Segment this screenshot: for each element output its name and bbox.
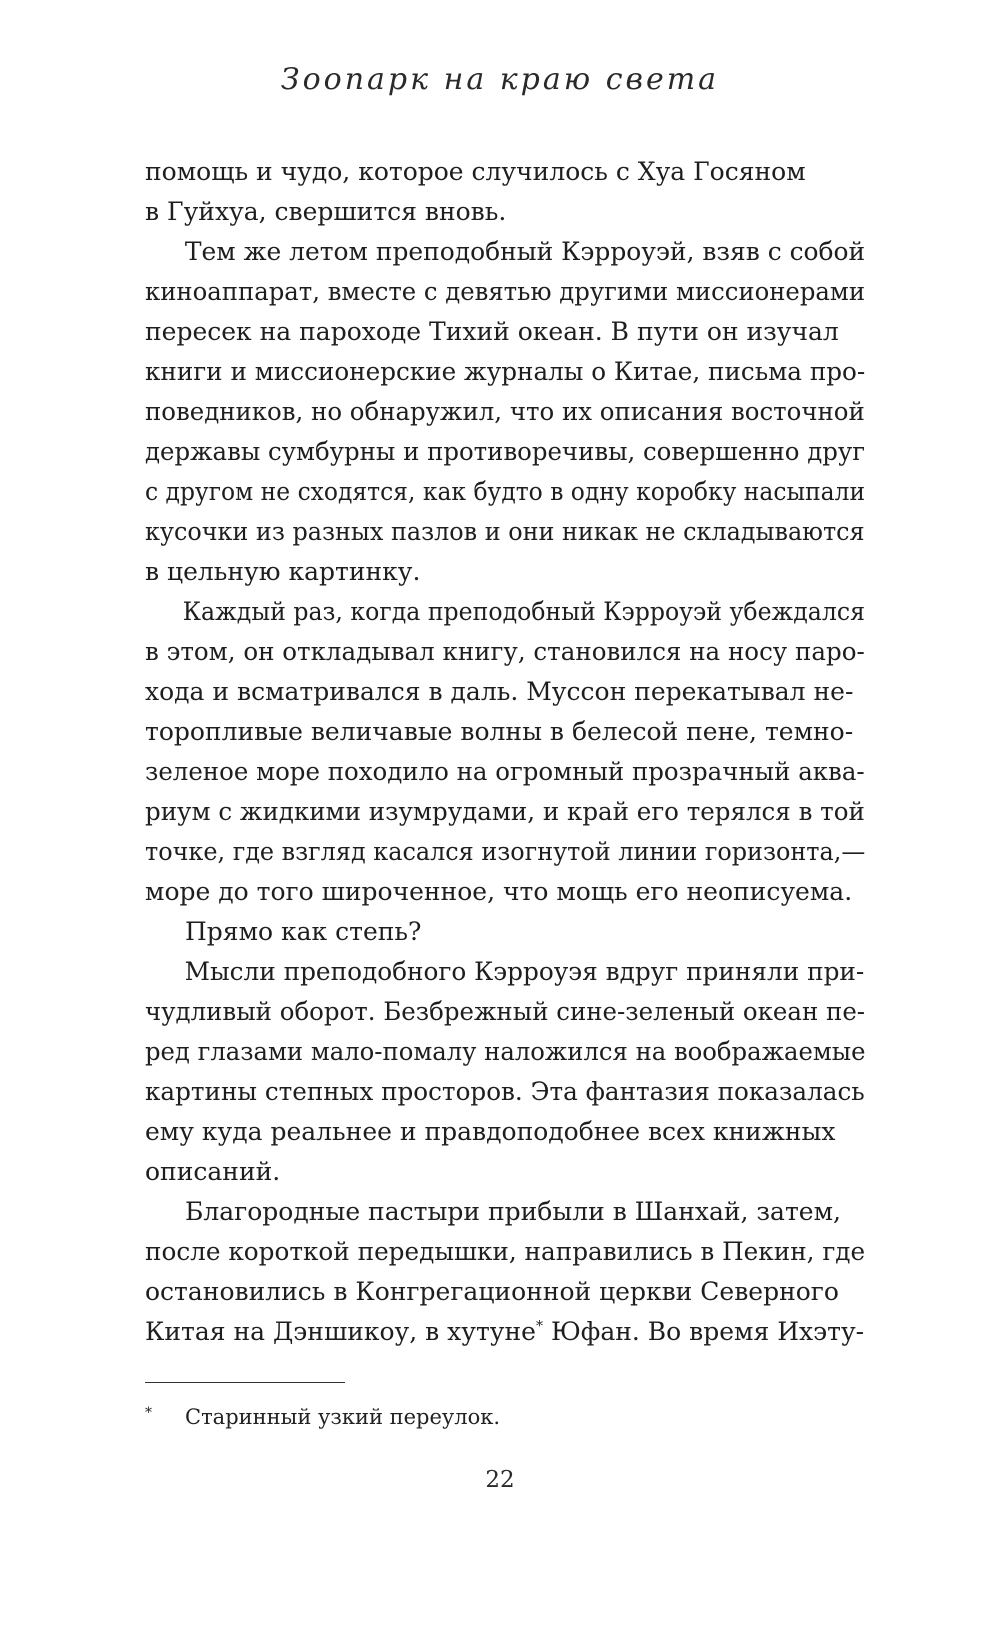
text-line: в цельную картинку. [145,557,421,586]
paragraph-first-line: Прямо как степь? [185,917,422,946]
text-line: державы сумбурны и противоречивы, совершенно друг [145,437,866,466]
text-line: книги и миссионерские журналы о Китае, письма про- [145,357,866,386]
text-line: остановились в Конгрегационной церкви Северного [145,1277,839,1306]
text-line: в Гуйхуа, свершится вновь. [145,197,507,226]
text-line: ему куда реальнее и правдоподобнее всех книжных [145,1117,836,1146]
text-line: после короткой передышки, направились в Пекин, где [145,1237,866,1266]
paragraph-first-line: Мысли преподобного Кэрроуэя вдруг приняли при- [184,957,865,986]
text-line: ред глазами мало-помалу наложился на воображаемые [145,1037,866,1066]
paragraph-first-line: Благородные пастыри прибыли в Шанхай, затем, [185,1197,841,1226]
text-line: чудливый оборот. Безбрежный сине-зеленый океан пе- [145,997,866,1026]
footnote [145,1402,865,1432]
paragraph-first-line: Каждый раз, когда преподобный Кэрроуэй убеждался [182,597,865,626]
footnote-text: Старинный узкий переулок. [185,1405,501,1429]
text-line: море до того широченное, что мощь его неописуема. [145,877,853,906]
text-line: помощь и чудо, которое случилось с Хуа Госяном [145,157,806,186]
footnote-mark: * [145,1405,152,1421]
paragraph-first-line: Тем же летом преподобный Кэрроуэй, взяв с собой [184,237,866,266]
text-line: в этом, он откладывал книгу, становился на носу паро- [145,637,865,666]
text-line: описаний. [145,1157,281,1186]
text-line: торопливые величавые волны в белесой пене, темно- [145,717,854,746]
text-line: зеленое море походило на огромный прозрачный аква- [145,757,865,786]
text-line: риум с жидкими изумрудами, и край его терялся в той [145,797,865,826]
text-line: с другом не сходятся, как будто в одну коробку насыпали [145,477,866,506]
text-segment: Китая на Дэншикоу, в хутуне [145,1317,536,1346]
text-line: киноаппарат, вместе с девятью другими миссионерами [145,277,866,306]
text-line: точке, где взгляд касался изогнутой линии горизонта,— [145,837,866,866]
footnote-divider [145,1382,345,1383]
text-line: кусочки из разных пазлов и они никак не складываются [145,517,865,546]
text-line: пересек на пароходе Тихий океан. В пути он изучал [145,317,839,346]
running-header: Зоопарк на краю света [280,62,720,97]
text-line: хода и всматривался в даль. Муссон перекатывал не- [145,677,854,706]
text-line: картины степных просторов. Эта фантазия показалась [145,1077,865,1106]
text-line: поведников, но обнаружил, что их описания восточной [145,397,865,426]
body-text [145,152,865,1352]
text-segment: Юфан. Во время Ихэту- [550,1317,865,1346]
page-number: 22 [485,1467,515,1493]
footnote-reference[interactable]: * [535,1318,543,1335]
text-line-with-footnote [145,1312,865,1352]
